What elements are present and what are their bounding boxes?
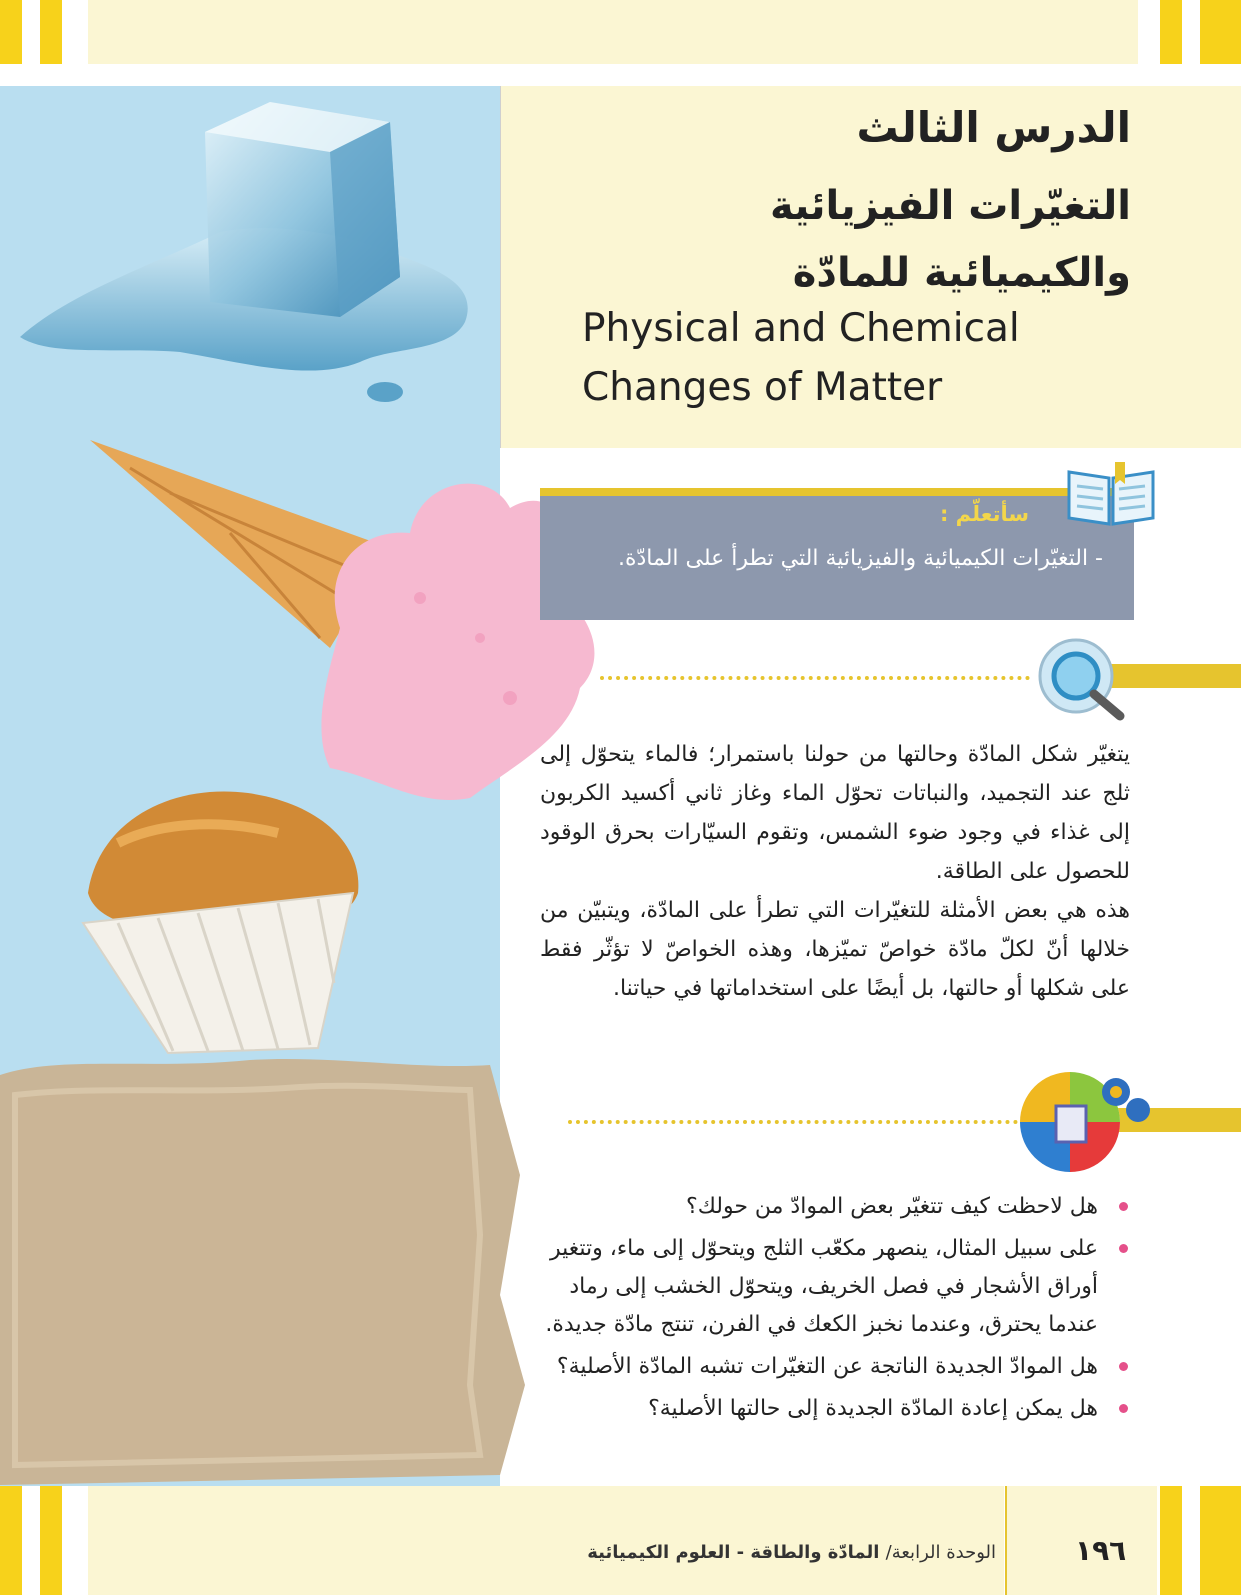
bullet-dot xyxy=(1119,1244,1128,1253)
intro-paragraph-2: هذه هي بعض الأمثلة للتغيّرات التي تطرأ على المادّة، ويتبيّن من خلالها أنّ لكلّ مادّة خواصّ تميّزها، وهذه الخواصّ لا تؤثّر فقط على شكلها أو حالتها، بل أيضًا على استخداماتها في حياتنا. xyxy=(540,898,1130,1001)
ice-cream-illustration xyxy=(90,438,610,818)
question-list xyxy=(520,1188,1128,1432)
ice-cube-illustration xyxy=(10,92,580,422)
bottom-left-bar-2 xyxy=(40,1486,62,1595)
page-number: ١٩٦ xyxy=(1075,1534,1127,1567)
bullet-dot xyxy=(1119,1202,1128,1211)
open-book-icon xyxy=(1063,462,1159,528)
top-left-bar-2 xyxy=(40,0,62,64)
top-left-bar-1 xyxy=(0,0,22,64)
intro-paragraph xyxy=(540,735,1130,1008)
section-divider-dots-2 xyxy=(568,1120,1018,1124)
bullet-dot xyxy=(1119,1404,1128,1413)
think-activity-icon xyxy=(1018,1066,1166,1176)
objectives-label: سأتعلّم : xyxy=(939,502,1029,526)
footer-unit-label: الوحدة الرابعة/ xyxy=(885,1542,996,1563)
english-title-line-2: Changes of Matter xyxy=(582,365,943,410)
question-item: على سبيل المثال، ينصهر مكعّب الثلج ويتحوّل إلى ماء، وتتغير أوراق الأشجار في فصل الخريف، ويتحوّل الخشب إلى رماد عندما يحترق، وعندما نخبز الكعك في الفرن، تنتج مادّة جديدة. xyxy=(520,1230,1128,1344)
bottom-right-bar-1 xyxy=(1160,1486,1182,1595)
section-divider-dots-1 xyxy=(600,676,1030,680)
top-right-bar-2 xyxy=(1200,0,1241,64)
footer-panel xyxy=(88,1486,1004,1595)
question-item: هل الموادّ الجديدة الناتجة عن التغيّرات تشبه المادّة الأصلية؟ xyxy=(520,1348,1128,1386)
bullet-dot xyxy=(1119,1362,1128,1371)
top-right-bar-1 xyxy=(1160,0,1182,64)
footer-unit-title: المادّة والطاقة - العلوم الكيميائية xyxy=(587,1542,886,1563)
english-title-line-1: Physical and Chemical xyxy=(582,306,1020,351)
bottom-right-bar-2 xyxy=(1200,1486,1241,1595)
question-item: هل يمكن إعادة المادّة الجديدة إلى حالتها الأصلية؟ xyxy=(520,1390,1128,1428)
arabic-title-line-1: التغيّرات الفيزيائية xyxy=(769,183,1131,229)
magnifier-icon xyxy=(1036,636,1128,722)
bottom-left-bar-1 xyxy=(0,1486,22,1595)
question-item: هل لاحظت كيف تتغيّر بعض الموادّ من حولك؟ xyxy=(520,1188,1128,1226)
muffin-illustration xyxy=(78,783,368,1063)
footer-unit-text xyxy=(587,1542,996,1563)
arabic-title-line-2: والكيميائية للمادّة xyxy=(792,250,1131,296)
torn-paper xyxy=(0,1055,530,1485)
top-panel xyxy=(88,0,1138,64)
objectives-item: - التغيّرات الكيميائية والفيزيائية التي تطرأ على المادّة. xyxy=(617,546,1103,571)
lesson-number-title: الدرس الثالث xyxy=(856,103,1131,152)
intro-paragraph-1: يتغيّر شكل المادّة وحالتها من حولنا باستمرار؛ فالماء يتحوّل إلى ثلج عند التجميد، والنباتات تحوّل الماء وغاز ثاني أكسيد الكربون إلى غذاء في وجود ضوء الشمس، وتقوم السيّارات بحرق الوقود للحصول على الطاقة. xyxy=(540,742,1130,884)
